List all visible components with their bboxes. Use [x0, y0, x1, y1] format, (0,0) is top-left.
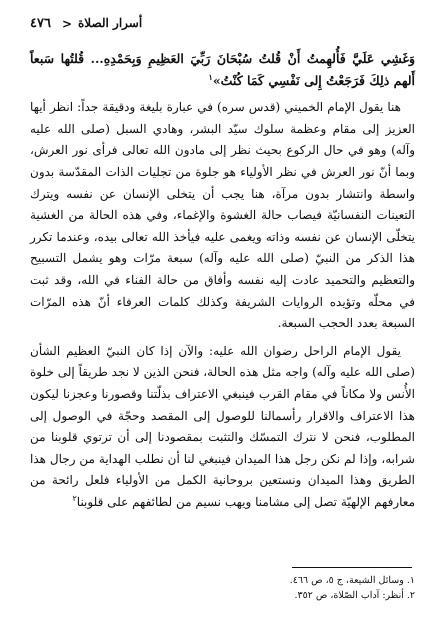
page-number: ٤٧٦ [30, 16, 51, 31]
quote-text: وَغَشِي عَلَيَّ فَأُلهِمتُ أَنْ قُلتُ سُبْحَانَ رَبِّيَ العَظِيمِ وَبِحَمْدِهِ... قُلتُها سَبعاً أَلهم ذلِكَ فَرَجَعْتُ إِلى نَفْسِي كَمَا كُنْتُ» [30, 51, 415, 88]
paragraph-2 [30, 341, 415, 514]
footnote-ref-1: ١ [208, 71, 213, 82]
footnote-1: ١. وسائل الشيعة، ج ٥، ص ٤٦٦. [289, 575, 415, 586]
chevron-left-icon: < [62, 17, 73, 31]
paragraph-1: هنا يقول الإمام الخميني (قدس سره) في عبارة بليغة ودقيقة جداً: انظر أيها العزيز إلى مقام وعظمة سلوك سيّد البشر، وهادي السبل (صلى الله عليه وآله) وهو في حال الركوع بحيث نظر إلى مادون الله تعالى فرأى نور العرش، وبما أنّ نور العرش في نظر الأولياء هو جلوة من تجليات الذات المقدّسة بدون واسطة وانتشار بدون مرآة، هنا يجب أن يتخلى الإنسان عن نفسه ويترك التعينات النفسانيّة فيصاب حالة الغشوة والإغماء، وفي هذه الحالة من الغشية يتخلّى الإنسان عن نفسه وذاته ويغمى عليه فيأخذ الله تعالى بيده، وعندما تكرر هذا الذكر من النبيّ (صلى الله عليه وآله) سبعة مرّات وهو يشمل التسبيح والتعظيم والتحميد عادت إليه نفسه وأفاق من حالة الفناء في الله، وقد ثبت في محلّه وتؤيده الروايات الشريفة وكذلك كلمات العرفاء أنّ هذه المرّات السبعة بعدد الحجب السبعة. [30, 100, 415, 331]
footnote-ref-2: ٢ [72, 493, 77, 503]
paragraph-2-text: يقول الإمام الراحل رضوان الله عليه: والآن إذا كان النبيّ العظيم الشأن (صلى الله عليه وآله) واجه مثل هذه الحالة، فنحن الذين لا نجد طريقاً إلى خلوة الأُنس ولا مكاناً في مقام القرب فينبغي الاعتراف بذلّتنا وقصورنا وعجزنا ليكون هذا الاعتراف والاقرار رأسمالنا للوصول إلى المقصد وحجّة في الوصول إلى المطلوب، فنحن لا نترك التمسّك والتثبت بمقصودنا إلى أن ترتوي قلوبنا من شرابه، وإذا لم نكن رجل هذا الميدان فينبغي لنا أن نطلب الهداية من رجال هذا الطريق وهذا الميدان ونستعين بروحانية الكمل من الأولياء فلعل رائحة من معارفهم الإلهيّة تصل إلى مشامنا ويهب نسيم من لطائفهم على قلوبنا [30, 343, 415, 509]
quote-paragraph [30, 48, 415, 91]
body-text [30, 48, 415, 513]
footnote-divider [292, 567, 412, 568]
page-header [0, 14, 442, 36]
running-title: أسرار الصلاة [78, 16, 143, 30]
footnote-2: ٢. أنظر: آداب الصّلاة، ص ٣٥٢. [294, 590, 415, 601]
footnotes [30, 573, 415, 603]
